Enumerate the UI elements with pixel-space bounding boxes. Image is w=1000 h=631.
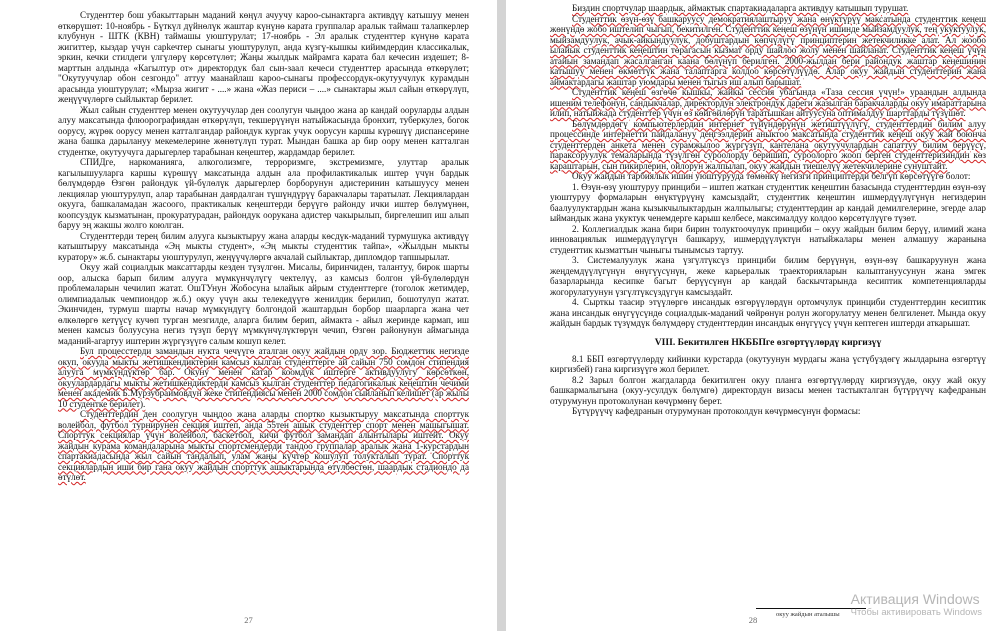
paragraph: Окуу жайдын тарбиялык ишин уюштурууда төмөнкү негизги принциптерди белгүп көрсөтүүгө болот:: [572, 171, 971, 181]
paragraph: СПИДге, наркоманияга, алкоголизмге, терроризмге, экстремизмге, улуттар аралык кагылышууларга каршы күрөшүү максатында алдын ала профилактикалык иштер үчүн бардык бөлүмдөрдө Өзгөн райондук үй-бүлөлүк дарыгерлер борборунун адистеринин катышуусу менен лекциялар уюштурулуп, алар тарабынан даярдалган түшүндүрүү баракчалары таратылат. Лекциялардан окууга, башкаламадан жасоого, практикалык кеңештерди берүүгө районду ички иштер бөлүмүнөн, коопсуздук кызматынан, прокуратурадан, райондук оорукана адистер чакырылып, биргелешип иш алып баруу эң жакшы жолго коюлган.: [58, 157, 469, 230]
paragraph: 8.2 Зарыл болгон жагдаларда бекитилген окуу планга өзгөртүүлөрдү киргизүүдө, окуу жай окуу башкармалыгына (окуу-усулдук бөлүмгө) директордун визасы менен тастыкталган бүтүрүүчү кафедранын отурумунун протоколунан көчүрмөнү берет.: [550, 374, 986, 406]
signature-caption: окуу жайдын аталышы: [776, 611, 840, 618]
paragraph: Бүтүрүүчү кафедранын отурумунан протоколдун көчүрмөсүнүн формасы:: [572, 406, 861, 416]
paragraph-spellcheck-marked: Бул процесстерди замандын нукта чечүүгө аталган окуу жайдын орду зор. Бюджеттик негизде окуп, окууда мыкты жетишкендиктерин камсыз кылган студенттерге ай сайын 750 сомдон стипендия алууга мүмкүндүктөр бар. Окуну менен катар коомдук иштерге активдуулугу көрсөткөн, окуулардардагы мыкты жетишкендиктерди камсыз кылган студенттер педагогикалык кеңештин чечими менен академик Б.Мурзубраимовдун жеке стипендиясы менен 2000 сомдон сыйланып келишет (ар жылы 10 студентке берилет).: [58, 346, 469, 409]
list-item: 3. Системалуулук жана үзгүлтүксүз принциби билим берүүнүн, өзүн-өзү башкаруунун жана жеңдемдүүлүгүнүн өнүгүүсүнүн, жеке карьералык траекторияларын калыптануусунун жана эмгек базарларында кесипке багыт берүүсүнүн ар кандай баскычтарында кесиптик компетенцияларды жогорулатуунун үзгүлтүксүздүгүн камсыздайт.: [550, 255, 986, 297]
paragraph-spellcheck-marked: Студенттик кеңеш өзгөчө кышкы, жайкы сессия убагында «Таза сессия үчүн!» ураандын алдында ишеним телефонун, сандыкчалар, директордун электрондук дареги жазылган баракчаларды окуу имараттарына илип, натыйжада студенттер үчүн өз көйгөйлөрүн таратышкан айтуусуна оптималдуу шарттарды түзүшөт.: [550, 87, 986, 118]
paragraph-spellcheck-marked: Бөлүмдөрдөгү компьютерлердин интернет түйүндөрүнүн жетиштүүлүгү, студенттердин билим алуу процессинде интернетти пайдалануу деңгээлдерин аныктоо максатында студенттик кеңеш окуу жай боюнча студенттерден анкета менен сурамжылоо жүргүзүп, кантелана окутуучулардын сапаттуу билим берүүсү, параксоруулук темаларында түзүлгөн суроолорду беришип, суроолорго жооп берген студенттеризиндин көз караштарын, сын пикирлерин, ойлорун жалпылап, окуу жайдын тиешелүү жетекчилерине сунуштайт.: [550, 118, 986, 171]
section-heading: VIII. Бекитилген НКББПге өзгөртүүлөрдү киргизүү: [654, 336, 882, 348]
paragraph-spellcheck-marked: Студенттердин ден соолугун чыңдоо жана аларды спортко кызыктыруу максатында спорттук волейбол, футбол турнирунен секция иштеп, анда 55тен ашык студенттер спорт менен машыгышат. Спорттук секциялар үчүн волейбол, баскетбол, кичи футбол замандап алынтылары иштейт. Окуу жайдын курама командаларына мыкты спортсмендерди тандоо группалар аралык жана 1-курстардын спартакиадасында жыл сайын тандалып, улам жаңы күчтөр кошулуп толукталып турат. Спорттук секциялардын иши бир гана окуу жайдын спорттук ашыктарында өтүлбөстөн, шаардык стадиондо да өтүлөт.: [58, 409, 469, 482]
paragraph: Окуу жай социалдык максаттарды кезден түзүлгөн. Мисалы, биринчиден, талантуу, бирок шарты оор, алыска барып билим алууга мүмкүнчүлүгү чектелүү, аз камсыз болгон үй-бүлөлөрдүн проблемаларын чечилип жатат. ОшТУнун Жобосуна ылайык айрым студенттерге (тоголок жетимдер, олимпиадалык чемпиондор ж.б.) окуу үчүн акы телекедүүгө женилдик берилип, бошотулуп жатат. Экинчиден, турмуш шарты начар мүмкүндүгү болгондой жаштардын борбор шаарларга жана чет өлкөлөргө кетүүсү кучөп турган мезгилде, аларга билим берип, аймакта - айыл жеринде кармап, иш менен камсыз болуусуна негиз түзүп берүү мүмкүнчүлүктөрүн чечип, Өзгөн районунун аймагында маданий-агартуу иштерин жүргүзүүгө салым кошуп келет.: [58, 262, 469, 346]
document-page-27: [0, 0, 497, 631]
page-number: 27: [244, 615, 253, 625]
watermark-title: Активация Windows: [850, 591, 980, 607]
watermark-subtitle: Чтобы активировать Windows: [850, 607, 982, 618]
list-item: 1. Өзүн-өзү уюштуруу принциби – иштеп жаткан студенттик кеңештин базасында студенттердин өзүн-өзү уюштуруу формаларын өнүктүрүүнү камсыздайт, студенттик кеңештин ишмердүүлүгүнүн негиздерин баалуулуктардын жана кызыкчылыктардын жалпылыгы; студенттердин ар кандай демилгелерине, эгерде алар ыймандык жана укуктук ченемдерге карыш келбесе, максималдуу колдоо көрсөтүлүүгө түзөт.: [550, 181, 986, 223]
paragraph: Студенттерди терең билим алууга кызыктыруу жана аларды көсдүк-маданий турмушука активдүү катыштыруу максатында «Эң мыкты студент», «Эң мыкты студенттик тайпа», «Жылдын мыкты куратору» ж.б. сынактары уюштурулуп, жеңүүчүлөргө акчалай сыйлыктар, дипломдор тапшырылат.: [58, 230, 469, 262]
document-page-28: [506, 0, 1000, 631]
windows-activation-watermark: [851, 591, 982, 619]
paragraph: Студенттер бош убакыттарын маданий көңүл ачуучу кароо-сынактарга активдүү катышуу менен өткөрүшөт: 10-ноябрь - Бүткүл дүйнөлүк жаштар күнүнө карата группалар аралык таймаш талапкерлер клубунун - ШТК (КВН) таймашы уюштурулат; 17-ноябрь - Эл аралык студенттер күнүнө карата жигиттер, кыздар үчүн сарkечтер сынагы уюштурулуп, анда күзгү-кышкы кийимдердин классикалык, эркин, кечки стилдеги үлгүлөрү көрсөтүлөт; Жаңы жылдык майрамга карата бал кечесин издешет; 8-марттын алдында «Кагылтур от» директордук бал сын-заал кечеси студенттер арасында өткөрүлөт; "Окутуучулар обон сезгондо" аттуу маанайлаш кароо-сынагы профессордук-окутуучулук курамдын арасында уюштурулат; «Мырза жигит - ....» жана «Жаз периси – ....» сынактары жыл сайын өткөрүлүп, жеңүүчүлөргө сыйлыктар берилет.: [58, 10, 469, 104]
page-number: 28: [748, 615, 758, 625]
paragraph-spellcheck-marked: Студенттик өзүн-өзү башкаруусу демократиялаштыруу жана өнүктүрүү максатында студенттик кеңеш жөнүндө жобо иштелип чыгып, бекитилген. Студенттик кеңеш өзүнүн ишинде мыйзамдуулук, тең укуктуулук, мыйзамдуулук, ачык-айкындуулук, добуштардын көпчүлүгү принциптерин жетекчиликке алат. Ал жообо ылайык студенттик кеңештин төрагасын кызмат орду шайлоо жолу менен шайланат. Студенттик кеңеш үчүн атайын замандап жасалганган каана бөлүнүп берилген. 2000-жылдан бери райондук жаштар кеңешинин катышуу менен өкмөттүк жана талаптарга колдоо көрсөтүлүүдө. Алар окуу жайдын студенттерин жана аймактардагы жаштар уюмдары менен тыгыз иш алып барышат.: [550, 13, 986, 87]
paragraph: 8.1 ББП өзгөртүүлөрдү кийинки курстарда (окутуунун мурдагы жана үстүбүздөгү жылдарына өзгөртүү киргизбей) гана киргизүүгө жол берилет.: [550, 353, 986, 374]
list-item: 2. Коллегиалдык жана бири бирин толуктоочулук принциби – окуу жайдын билим берүү, илимий жана инновациялык ишмердүүлүгүн башкаруу, ишмердүүлүктүн натыйжалары менен алмашуу жаранына студенттик кызматтын чыныгы тынымсыз тартуу.: [550, 223, 986, 255]
list-item: 4. Сырткы таасир этүүлөргө инсандык өзгөрүүлөрдүн ортомчулук принциби студенттердин кесиптик жана инсандык өнүгүүсүндө социалдык-маданий чөйрөнүн ролун жогорулатуу менен белгиленет. Мында окуу жайдын бардык түзүмдүк бөлүмдөрү студенттердин инсандык өнүгүүсү үчүн кептеген иштерди аткарышат.: [550, 297, 986, 328]
paragraph-spellcheck-marked: Биздин спортчулар шаардык, аймактык спартакиадаларга активдуу катышып турушат.: [572, 3, 909, 13]
paragraph: Жыл сайын студенттер менен окутуучулар ден соолугун чыңдоо жана ар кандай ооруларды алдын алуу максатында флюорографиядан өткөрүлүп, текшерүүнүн натыйжасында бронхит, туберкулез, богок оорусу, жүрөк оорусу менен катталгандар райондук кургак учук оорусун каршы күрөшүү диспансерине жана башка дарылануу мекемелерине жөнөтүлүп турат. Мындан башка ар бир оору менен катталган студентке, окутуучуга дарыгерлер тарабынан кеңештер, жардамдар берилет.: [58, 104, 469, 157]
signature-line: [756, 608, 866, 609]
